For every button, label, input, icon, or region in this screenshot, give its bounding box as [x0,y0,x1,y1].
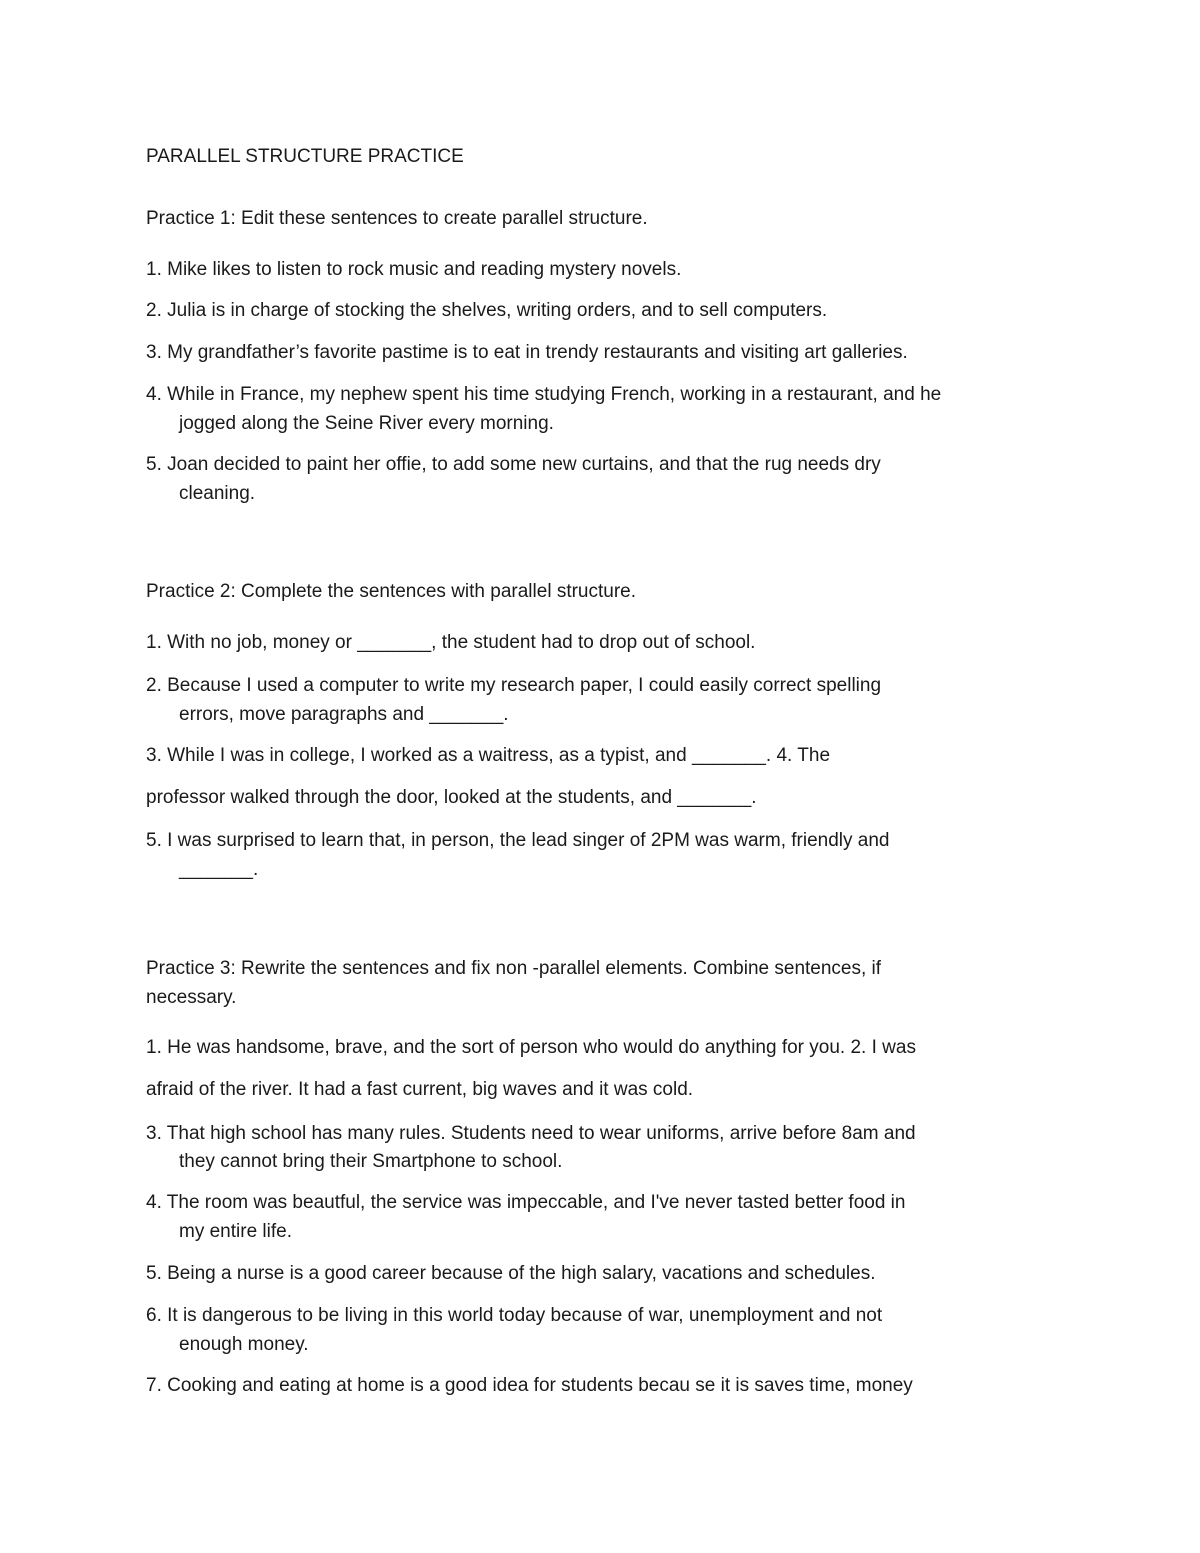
practice-1-item: 3. My grandfather’s favorite pastime is to eat in trendy restaurants and visiting art galleries. [146,342,908,363]
practice-3-item-continuation: my entire life. [179,1221,292,1242]
practice-1-item: 1. Mike likes to listen to rock music and reading mystery novels. [146,259,682,280]
practice-1-item: 4. While in France, my nephew spent his time studying French, working in a restaurant, and he [146,384,942,405]
practice-1-item-continuation: jogged along the Seine River every morning. [179,413,554,434]
practice-1-item: 2. Julia is in charge of stocking the shelves, writing orders, and to sell computers. [146,300,828,321]
practice-2-item: 1. With no job, money or _______, the student had to drop out of school. [146,632,756,653]
practice-2-item: professor walked through the door, looked at the students, and _______. [146,787,757,808]
practice-2-item: 2. Because I used a computer to write my research paper, I could easily correct spelling [146,675,882,696]
practice-3-item-continuation: enough money. [179,1334,309,1355]
practice-2-item-continuation: _______. [179,859,259,880]
practice-3-item: 5. Being a nurse is a good career because of the high salary, vacations and schedules. [146,1263,876,1284]
practice-2-item: 5. I was surprised to learn that, in person, the lead singer of 2PM was warm, friendly and [146,830,890,851]
practice-3-item: afraid of the river. It had a fast current, big waves and it was cold. [146,1079,694,1100]
practice-3-item: 3. That high school has many rules. Students need to wear uniforms, arrive before 8am and [146,1123,916,1144]
practice-1-item: 5. Joan decided to paint her offie, to add some new curtains, and that the rug needs dry [146,454,881,475]
practice-3-heading-continuation: necessary. [146,987,237,1008]
practice-3-item: 1. He was handsome, brave, and the sort of person who would do anything for you. 2. I was [146,1037,916,1058]
practice-1-item-continuation: cleaning. [179,483,256,504]
practice-3-item-continuation: they cannot bring their Smartphone to school. [179,1151,563,1172]
practice-3-item: 4. The room was beautful, the service was impeccable, and I've never tasted better food in [146,1192,906,1213]
practice-2-heading: Practice 2: Complete the sentences with parallel structure. [146,581,637,602]
practice-2-item-continuation: errors, move paragraphs and _______. [179,704,509,725]
page-title: PARALLEL STRUCTURE PRACTICE [146,146,464,167]
practice-2-item: 3. While I was in college, I worked as a waitress, as a typist, and _______. 4. The [146,745,831,766]
practice-3-item: 6. It is dangerous to be living in this world today because of war, unemployment and not [146,1305,883,1326]
practice-3-heading: Practice 3: Rewrite the sentences and fix non -parallel elements. Combine sentences, if [146,958,882,979]
practice-3-item: 7. Cooking and eating at home is a good idea for students becau se it is saves time, money [146,1375,913,1396]
practice-1-heading: Practice 1: Edit these sentences to create parallel structure. [146,208,648,229]
